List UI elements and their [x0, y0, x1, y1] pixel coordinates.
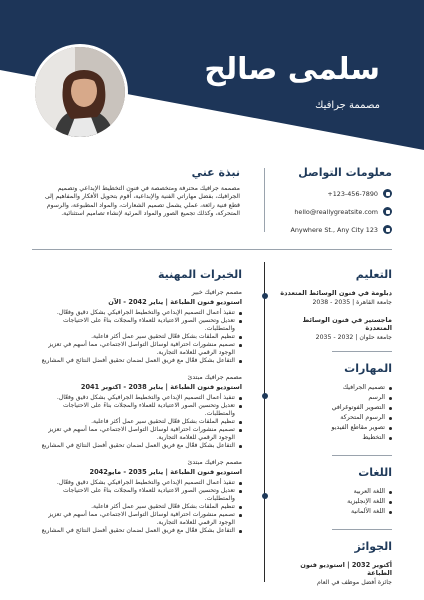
job-bullet: تعديل وتحسين الصور الاعتيادية للعملاء والمجلات بناءً على الاحتياجات والمتطلبات. [32, 317, 242, 333]
section-divider [332, 455, 392, 456]
contact-email [282, 207, 392, 216]
language-item: اللغة الإنجليزية [274, 497, 392, 507]
job-line: استوديو فنون الطباعة | يناير 2038 - اكتوبر 2041 [80, 383, 242, 391]
education-item [274, 289, 392, 306]
education-meta: جامعة حلوان | 2032 - 2035 [315, 334, 392, 341]
skill-item: تصميم الجرافيك [274, 383, 392, 393]
right-column [274, 268, 392, 596]
job-role: مصمم جرافيك خبير [191, 289, 242, 296]
skill-item: الرسوم المتحركة [274, 413, 392, 423]
timeline-line [264, 262, 265, 582]
skill-item: الرسم [274, 393, 392, 403]
award-line: أكتوبر 2032 | استوديو فنون الطباعة [300, 561, 392, 577]
languages-list [274, 487, 392, 517]
section-divider [32, 249, 392, 250]
timeline-dot [262, 493, 268, 499]
contact-section [282, 166, 392, 243]
job-bullet: التفاعل بشكل فعّال مع فريق العمل لضمان تحقيق أفضل النتائج في المشاريع [32, 527, 242, 535]
education-degree: ماجستير في فنون الوسائط المتعددة [302, 316, 392, 332]
about-text: مصممة جرافيك محترفة ومتخصصة في فنون التخطيط الإبداعي وتصميم الجرافيك، بفضل مهاراتي الفنية والإبداعية، أقوم بتحويل الأفكار والمفاهيم إلى قطع فنية رائعة، عملي يشمل تصميم الشعارات، والمواد المطبوعة، والرسوم المتحركة، وكذلك تجميع الصور والمواد المرئية لإنشاء تصاميم استثنائية. [44, 185, 240, 218]
award-item [274, 561, 392, 586]
job-line: استوديو فنون الطباعة | يناير 2035 - مايو2042 [89, 468, 242, 476]
job-line: استوديو فنون الطباعة | يناير 2042 - الآن [108, 298, 242, 306]
timeline-dot [262, 293, 268, 299]
job-bullet: تصميم منشورات احترافية لوسائل التواصل الاجتماعي، مما أسهم في تعزيز الوجود الرقمي للعلامة التجارية. [32, 511, 242, 527]
email-text: hello@reallygreatsite.com [294, 207, 378, 216]
contact-phone [282, 189, 392, 198]
section-divider [332, 529, 392, 530]
job-bullet: تنظيم الملفات بشكل فعّال لتحقيق سير عمل أكثر فاعلية. [32, 503, 242, 511]
skill-item: تصوير مقاطع الفيديو [274, 423, 392, 433]
phone-icon [383, 189, 392, 198]
profile-photo [32, 44, 128, 140]
skills-heading: المهارات [344, 362, 392, 375]
education-item [274, 316, 392, 341]
job-bullets [32, 309, 242, 365]
job-bullet: التفاعل بشكل فعّال مع فريق العمل لضمان تحقيق أفضل النتائج في المشاريع [32, 357, 242, 365]
job-bullet: تنظيم الملفات بشكل فعّال لتحقيق سير عمل أكثر فاعلية. [32, 333, 242, 341]
award-desc: جائزة أفضل موظف في العام [317, 579, 392, 586]
job-bullet: تعديل وتحسين الصور الاعتيادية للعملاء والمجلات بناءً على الاحتياجات والمتطلبات. [32, 487, 242, 503]
contact-heading: معلومات التواصل [298, 166, 392, 179]
job-bullets [32, 394, 242, 450]
education-degree: دبلومة في فنون الوسائط المتعددة [280, 289, 392, 297]
job-bullet: تنفيذ أعمال التصميم الإبداعي والتخطيط الجرافيكي بشكل دقيق وفعّال. [32, 309, 242, 317]
contact-address [282, 225, 392, 234]
education-meta: جامعة القاهرة | 2035 - 2038 [312, 299, 392, 306]
phone-text: +123-456-7890 [327, 189, 378, 198]
email-icon [383, 207, 392, 216]
job-entry [32, 459, 242, 535]
language-item: اللغة العربية [274, 487, 392, 497]
vertical-divider [264, 168, 265, 232]
about-heading: نبذة عني [191, 166, 240, 179]
job-bullet: تنفيذ أعمال التصميم الإبداعي والتخطيط الجرافيكي بشكل دقيق وفعّال. [32, 394, 242, 402]
section-divider [332, 351, 392, 352]
candidate-title: مصممة جرافيك [315, 100, 380, 111]
job-entry [32, 289, 242, 365]
job-bullet: تنفيذ أعمال التصميم الإبداعي والتخطيط الجرافيكي بشكل دقيق وفعّال. [32, 479, 242, 487]
job-role: مصمم جرافيك مبتدئ [187, 374, 242, 381]
education-heading: التعليم [355, 268, 392, 281]
header-band [0, 0, 424, 150]
job-bullet: تصميم منشورات احترافية لوسائل التواصل الاجتماعي، مما أسهم في تعزيز الوجود الرقمي للعلامة التجارية. [32, 341, 242, 357]
skill-item: التصوير الفوتوغرافي [274, 403, 392, 413]
job-bullet: تصميم منشورات احترافية لوسائل التواصل الاجتماعي، مما أسهم في تعزيز الوجود الرقمي للعلامة التجارية. [32, 426, 242, 442]
job-bullets [32, 479, 242, 535]
job-bullet: تعديل وتحسين الصور الاعتيادية للعملاء والمجلات بناءً على الاحتياجات والمتطلبات. [32, 402, 242, 418]
location-icon [383, 225, 392, 234]
experience-heading: الخبرات المهنية [157, 268, 242, 281]
skills-list [274, 383, 392, 443]
about-section [32, 166, 240, 219]
awards-heading: الجوائز [354, 540, 392, 553]
address-text: Anywhere St., Any City 123 [290, 225, 378, 234]
experience-section [32, 268, 242, 544]
job-entry [32, 374, 242, 450]
language-item: اللغة الألمانية [274, 507, 392, 517]
skill-item: التخطيط [274, 433, 392, 443]
candidate-name: سلمى صالح [204, 52, 380, 87]
job-bullet: التفاعل بشكل فعّال مع فريق العمل لضمان تحقيق أفضل النتائج في المشاريع [32, 442, 242, 450]
job-bullet: تنظيم الملفات بشكل فعّال لتحقيق سير عمل أكثر فاعلية. [32, 418, 242, 426]
languages-heading: اللغات [358, 466, 392, 479]
timeline-dot [262, 393, 268, 399]
job-role: مصمم جرافيك مبتدئ [187, 459, 242, 466]
